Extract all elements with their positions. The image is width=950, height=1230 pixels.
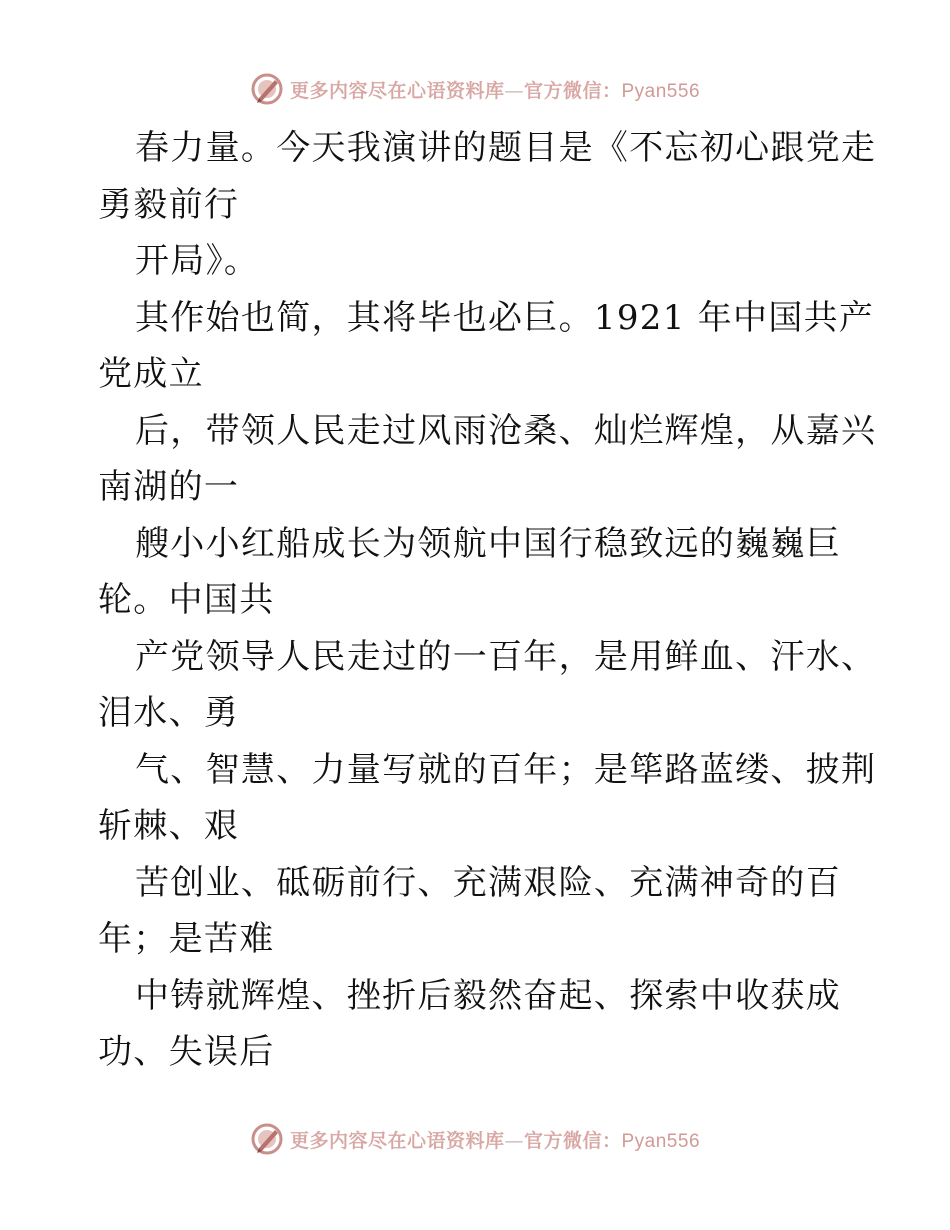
body-line: 轮。中国共 — [98, 580, 275, 620]
body-line: 苦创业、砥砺前行、充满艰险、充满神奇的百 — [135, 862, 841, 903]
body-line: 勇毅前行 — [98, 184, 240, 225]
body-line: 南湖的一 — [98, 467, 240, 507]
body-line: 党成立 — [98, 354, 204, 394]
watermark-wechat-label: 官方微信： — [523, 1129, 622, 1152]
watermark-text: 更多内容尽在心语资料库 — [289, 1129, 505, 1152]
watermark-separator: — — [504, 79, 524, 102]
body-line: 开局》。 — [135, 241, 260, 281]
body-line: 气、智慧、力量写就的百年；是筚路蓝缕、披荆 — [135, 749, 877, 790]
watermark-text: 更多内容尽在心语资料库 — [289, 79, 505, 102]
watermark-wechat-label: 官方微信： — [523, 79, 622, 102]
body-line: 艘小小红船成长为领航中国行稳致远的巍巍巨 — [135, 523, 841, 564]
header-watermark — [0, 72, 950, 106]
body-line: 产党领导人民走过的一百年，是用鲜血、汗水、 — [135, 636, 877, 677]
footer-watermark — [0, 1122, 950, 1156]
watermark-separator: — — [504, 1129, 524, 1152]
body-line: 斩棘、艰 — [98, 806, 240, 846]
watermark-wechat-id: Pyan556 — [621, 1130, 701, 1152]
body-line: 年；是苦难 — [98, 919, 275, 959]
pen-logo-icon — [250, 1122, 284, 1156]
pen-logo-icon — [250, 72, 284, 106]
body-line: 中铸就辉煌、挫折后毅然奋起、探索中收获成 — [135, 975, 841, 1016]
body-line: 泪水、勇 — [98, 693, 240, 733]
watermark-wechat-id: Pyan556 — [621, 80, 701, 102]
body-line: 后，带领人民走过风雨沧桑、灿烂辉煌，从嘉兴 — [135, 410, 877, 451]
body-line: 春力量。今天我演讲的题目是《不忘初心跟党走 — [135, 128, 877, 168]
document-body — [98, 120, 877, 1081]
body-line: 其作始也简，其将毕也必巨。1921 年中国共产 — [135, 297, 875, 338]
body-line: 功、失误后 — [98, 1032, 275, 1072]
